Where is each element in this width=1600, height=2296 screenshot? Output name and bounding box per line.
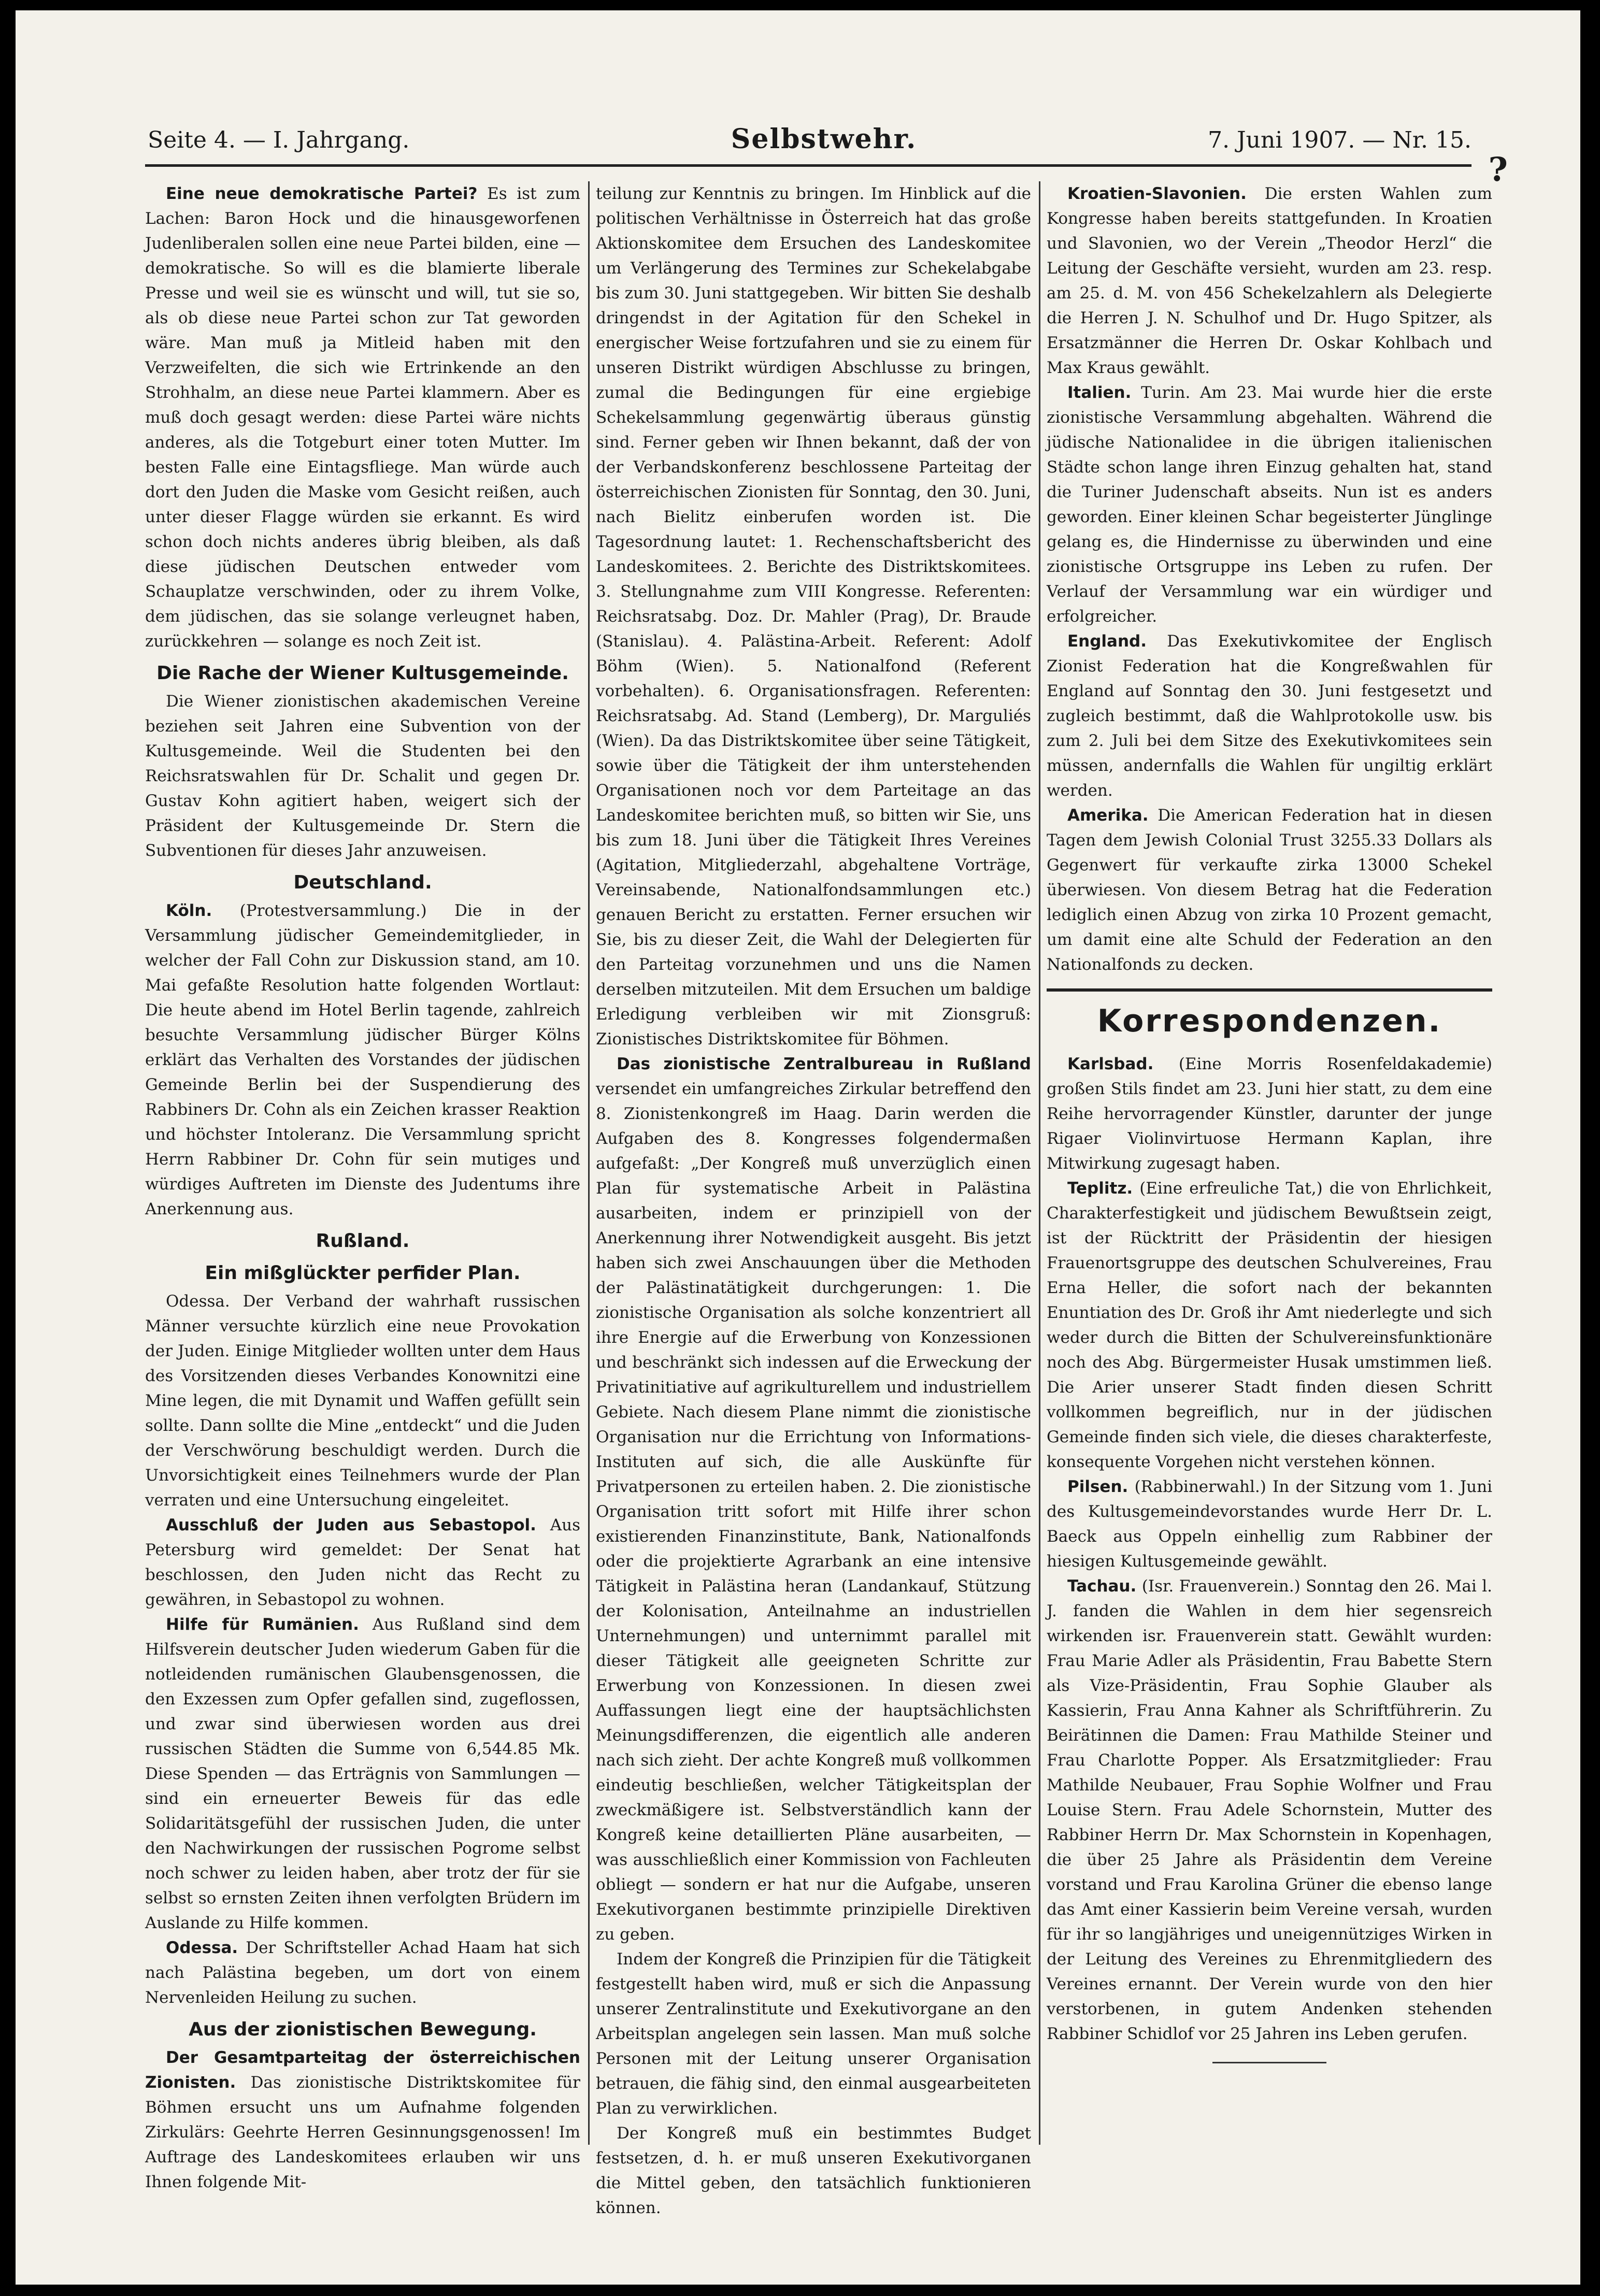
article-lead: Ausschluß der Juden aus Sebastopol. [166,1516,536,1534]
article-paragraph [145,1935,580,2010]
section-heading: Rußland. [316,1230,410,1252]
article-paragraph [145,1513,580,1612]
article-text: Das zionistische Distriktskomitee für Böhmen ersucht uns um Aufnahme folgenden Zirkulärs: Geehrte Herren Gesinnungsgenossen! Im Auftrage des Landeskomitees erlauben wir uns Ihnen folgende Mit- [145,2073,580,2191]
article-paragraph: Die Wiener zionistischen akademischen Vereine beziehen seit Jahren eine Subvention von der Kultusgemeinde. Weil die Studenten bei den Reichsratswahlen für Dr. Schalit und gegen Dr. Gustav Kohn agitiert haben, weigert sich der Präsident der Kultusgemeinde Dr. Stern die Subventionen für dieses Jahr anzuweisen. [145,692,580,860]
article-paragraph: Odessa. Der Verband der wahrhaft russischen Männer versuchte kürzlich eine neue Provokation der Juden. Einige Mitglieder wollten unter dem Haus des Vorsitzenden dieses Verbandes Konownitzi eine Mine legen, die mit Dynamit und Waffen gefüllt sein sollte. Dann sollte die Mine „entdeckt“ und die Juden der Verschwörung beschuldigt werden. Durch die Unvorsichtigkeit eines Teilnehmers wurde der Plan verraten und eine Untersuchung eingeleitet. [145,1292,580,1510]
article-lead: Köln. [166,901,212,920]
article-paragraph: teilung zur Kenntnis zu bringen. Im Hinblick auf die politischen Verhältnisse in Österreich hat das große Aktionskomitee dem Ersuchen des Landeskomitee um Verlängerung des Termines zur Schekelabgabe bis zum 30. Juni stattgegeben. Wir bitten Sie deshalb dringendst in der Agitation für den Schekel in energischer Weise fortzufahren und sie zu einem für unseren Distrikt würdigen Abschlusse zu bringen, zumal die Bedingungen für eine ergiebige Schekelsammlung gegenwärtig überaus günstig sind. Ferner geben wir Ihnen bekannt, daß der von der Verbandskonferenz beschlossene Parteitag der österreichischen Zionisten für Sonntag, den 30. Juni, nach Bielitz einberufen worden ist. Die Tagesordnung lautet: 1. Rechenschaftsbericht des Landeskomitees. 2. Berichte des Distriktskomitees. 3. Stellungnahme zum VIII Kongresse. Referenten: Reichsratsabg. Doz. Dr. Mahler (Prag), Dr. Braude (Stanislau). 4. Palästina-Arbeit. Referent: Adolf Böhm (Wien). 5. Nationalfond (Referent vorbehalten). 6. Organisationsfragen. Referenten: Reichsratsabg. Ad. Stand (Lemberg), Dr. Marguliés (Wien). Da das Distriktskomitee über seine Tätigkeit, sowie über die Tätigkeit der ihm unterstehenden Organisationen noch vor dem Parteitage an das Landeskomitee berichten muß, so bitten wir Sie, uns bis zum 18. Juni über die Tätigkeit Ihres Vereines (Agitation, Mitgliederzahl, abgehaltene Vorträge, Vereinsabende, Nationalfondsammlungen etc.) genauen Bericht zu erstatten. Ferner ersuchen wir Sie, bis zu dieser Zeit, die Wahl der Delegierten für den Parteitag vorzunehmen und uns die Namen derselben mitzuteilen. Mit dem Ersuchen um baldige Erledigung verbleiben wir mit Zionsgruß: Zionistisches Distriktskomitee für Böhmen. [596,184,1031,1049]
article-paragraph: Indem der Kongreß die Prinzipien für die Tätigkeit festgestellt haben wird, muß er sich die Anpassung unserer Zentralinstitute und Exekutivorgane an den Arbeitsplan angelegen sein lassen. Man muß solche Personen mit der Leitung unserer Organisation betrauen, die fähig sind, den einmal ausgearbeiteten Plan zu verwirklichen. [596,1950,1031,2118]
article-lead: Eine neue demokratische Partei? [166,184,478,203]
article-lead: Hilfe für Rumänien. [166,1615,359,1634]
column-3 [1047,181,1492,2150]
article-paragraph [145,898,580,1222]
article-paragraph [1047,380,1492,629]
issue-date-header: 7. Juni 1907. — Nr. 15. [1208,127,1472,153]
article-lead: Teplitz. [1067,1179,1133,1198]
section-heading: Die Rache der Wiener Kultusgemeinde. [156,663,569,684]
article-paragraph: Der Kongreß muß ein bestimmtes Budget festsetzen, d. h. er muß unseren Exekutivorganen die Mittel geben, den tatsächlich funktionieren können. [596,2124,1031,2217]
column-2 [596,181,1031,2217]
article-text: (Isr. Frauenverein.) Sonntag den 26. Mai l. J. fanden die Wahlen in dem hier segensreich wirkenden isr. Frauenverein statt. Gewählt wurden: Frau Marie Adler als Präsidentin, Frau Babette Stern als Vize-Präsidentin, Frau Sophie Glauber als Kassierin, Frau Anna Kahner als Schriftführerin. Zu Beirätinnen die Damen: Frau Mathilde Steiner und Frau Charlotte Popper. Als Ersatzmitglieder: Frau Mathilde Neubauer, Frau Sophie Wolfner und Frau Louise Stern. Frau Adele Schornstein, Mutter des Rabbiner Herrn Dr. Max Schornstein in Kopenhagen, die über 25 Jahre als Präsidentin dem Vereine vorstand und Frau Karolina Grüner die ebenso lange das Amt einer Kassierin beim Vereine versah, wurden für ihr so langjähriges und uneigennütziges Wirken in der Leitung des Vereines zu Ehrenmitgliedern des Vereines ernannt. Der Verein wurde von den hier verstorbenen, in gutem Andenken stehenden Rabbiner Schidlof vor 25 Jahren ins Leben gerufen. [1047,1577,1492,2043]
article-paragraph [145,1612,580,1935]
article-text: Turin. Am 23. Mai wurde hier die erste zionistische Versammlung abgehalten. Während die jüdische Nationalidee in die übrigen italienischen Städte schon lange ihren Einzug gehalten hat, stand die Turiner Judenschaft abseits. Nun ist es anders geworden. Einer kleinen Schar begeisterter Jünglinge gelang es, die Hindernisse zu überwinden und eine zionistische Ortsgruppe ins Leben zu rufen. Der Verlauf der Versammlung war ein würdiger und erfolgreicher. [1047,383,1493,626]
article-paragraph [1047,803,1492,977]
article-lead: Odessa. [166,1939,238,1957]
column-divider [1039,181,1040,2145]
section-heading: Deutschland. [293,872,432,893]
article-lead: Italien. [1067,383,1132,402]
masthead-title: Selbstwehr. [731,123,917,155]
article-paragraph [1047,1052,1492,1176]
article-text: Es ist zum Lachen: Baron Hock und die hinausgeworfenen Judenliberalen sollen eine neue Partei bilden, eine — demokratische. So will es die blamierte liberale Presse und weil sie es wünscht und will, tut sie so, als ob diese neue Partei schon zur Tat geworden wäre. Man muß ja Mitleid haben mit den Verzweifelten, die sich wie Ertrinkende an den Strohhalm, an diese neue Partei klammern. Aber es muß doch gesagt werden: diese Partei wäre nichts anderes, als die Totgeburt einer toten Mutter. Im besten Falle eine Eintagsfliege. Man würde auch dort den Juden die Maske vom Gesicht reißen, auch unter dieser Flagge würden sie erkannt. Es wird schon doch nichts anderes übrig bleiben, als daß diese jüdischen Deutschen entweder vom Schauplatze verschwinden, oder zu ihrem Volke, dem jüdischen, das sie solange verleugnet haben, zurückkehren — solange es noch Zeit ist. [145,184,580,651]
edge-mark: ? [1488,150,1508,189]
article-text: (Protestversammlung.) Die in der Versammlung jüdischer Gemeindemitglieder, in welcher der Fall Cohn zur Diskussion stand, am 10. Mai gefaßte Resolution hatte folgenden Wortlaut: Die heute abend im Hotel Berlin tagende, zahlreich besuchte Versammlung jüdischer Bürger Kölns erklärt das Verhalten des Vorstandes der jüdischen Gemeinde Berlin bei der Suspendierung des Rabbiners Dr. Cohn als ein Zeichen krasser Reaktion und höchster Intoleranz. Die Versammlung spricht Herrn Rabbiner Dr. Cohn für sein mutiges und würdiges Auftreten im Dienste des Judentums ihre Anerkennung aus. [145,901,581,1218]
section-heading: Aus der zionistischen Bewegung. [189,2019,537,2040]
article-text: Der Schriftsteller Achad Haam hat sich nach Palästina begeben, um dort von einem Nervenleiden Heilung zu suchen. [145,1939,580,2007]
page-number-header: Seite 4. — I. Jahrgang. [148,127,410,153]
article-text: versendet ein umfangreiches Zirkular betreffend den 8. Zionistenkongreß im Haag. Darin werden die Aufgaben des 8. Kongresses folgendermaßen aufgefaßt: „Der Kongreß muß unverzüglich einen Plan für systematische Arbeit in Palästina ausarbeiten, indem er prinzipiell von der Anerkennung ihrer Notwendigkeit ausgeht. Bis jetzt haben sich zwei Anschauungen über die Methoden der Palästinatätigkeit durchgerungen: 1. Die zionistische Organisation als solche konzentriert all ihre Energie auf die Erwerbung von Konzessionen und beschränkt sich indessen auf die Erweckung der Privatinitiative auf agrikulturellem und industriellem Gebiete. Nach diesem Plane nimmt die zionistische Organisation nur die Errichtung von Informations-Instituten auf sich, die alle Auskünfte für Privatpersonen zu erteilen haben. 2. Die zionistische Organisation tritt sofort mit Hilfe ihrer schon existierenden Finanzinstitute, Bank, Nationalfonds oder die projektierte Agrarbank an eine intensive Tätigkeit in Palästina heran (Landankauf, Stützung der Kolonisation, Anteilnahme an industriellen Unternehmungen) und unternimmt parallel mit dieser Tätigkeit alle geeigneten Schritte zur Erwerbung von Konzessionen. In diesen zwei Auffassungen liegt eine der hauptsächlichsten Meinungsdifferenzen, die eigentlich alle anderen nach sich zieht. Der achte Kongreß muß vollkommen eindeutig beschließen, welcher Tätigkeitsplan der zweckmäßigere ist. Selbstverständlich kann der Kongreß keine detaillierten Pläne ausarbeiten, — was ausschließlich einer Kommission von Fachleuten obliegt — sondern er hat nur die Aufgabe, unseren Exekutivorganen bestimmte prinzipielle Direktiven zu geben. [596,1080,1031,1944]
article-text: (Eine Morris Rosenfeldakademie) großen Stils findet am 23. Juni hier statt, zu dem eine Reihe hervorragender Künstler, darunter der junge Rigaer Violinvirtuose Hermann Kaplan, ihre Mitwirkung zugesagt haben. [1047,1055,1492,1173]
article-paragraph [1047,181,1492,380]
article-text: (Eine erfreuliche Tat,) die von Ehrlichkeit, Charakterfestigkeit und jüdischem Bewußtsein zeigt, ist der Rücktritt der Präsidentin der hiesigen Frauenortsgruppe des deutschen Schulvereines, Frau Erna Heller, die sofort nach der bekannten Enuntiation des Dr. Groß ihr Amt niederlegte und sich weder durch die Bitten der Schulvereinsfunktionäre noch des Abg. Bürgermeister Husak umstimmen ließ. Die Arier unserer Stadt finden diesen Schritt vollkommen begreiflich, nur in der jüdischen Gemeinde finden sich viele, die dieses charakterfeste, konsequente Vorgehen nicht verstehen können. [1047,1179,1492,1471]
article-paragraph [1047,1574,1492,2046]
end-rule [1212,2062,1326,2063]
newspaper-page [16,10,1580,2285]
article-text: Aus Petersburg wird gemeldet: Der Senat hat beschlossen, den Juden nicht das Recht zu gewähren, in Sebastopol zu wohnen. [145,1516,580,1609]
header-divider [145,164,1472,167]
article-text: Das Exekutivkomitee der Englisch Zionist Federation hat die Kongreßwahlen für England auf Sonntag den 30. Juni festgesetzt und zugleich bestimmt, daß die Wahlprotokolle usw. bis zum 2. Juli bei dem Sitze des Exekutivkomitees sein müssen, andernfalls die Wahlen für ungiltig erklärt werden. [1047,632,1492,800]
article-text: Aus Rußland sind dem Hilfsverein deutscher Juden wiederum Gaben für die notleidenden rumänischen Glaubensgenossen, die den Exzessen zum Opfer gefallen sind, zugeflossen, und zwar sind überwiesen worden aus drei russischen Städten die Summe von 6,544.85 Mk. Diese Spenden — das Erträgnis von Sammlungen — sind ein erneuerter Beweis für das edle Solidaritätsgefühl der russischen Juden, die unter den Nachwirkungen der russischen Pogrome selbst noch schwer zu leiden haben, aber trotz der für sie selbst so ernsten Zeiten ihnen verfolgten Brüdern im Auslande zu Hilfe kommen. [145,1615,580,1932]
section-title: Korrespondenzen. [1097,1003,1442,1039]
article-text: Die ersten Wahlen zum Kongresse haben bereits stattgefunden. In Kroatien und Slavonien, wo der Verein „Theodor Herzl“ die Leitung der Geschäfte versieht, wurden am 23. resp. am 25. d. M. von 456 Schekelzahlern als Delegierte die Herren J. N. Schulhof und Dr. Hugo Spitzer, als Ersatzmänner die Herren Dr. Oskar Kohlbach und Max Kraus gewählt. [1047,184,1492,377]
article-lead: Amerika. [1067,806,1149,825]
article-lead: Der Gesamtparteitag der österreichischen Zionisten. [145,2048,580,2092]
article-heading: Ein mißglückter perfider Plan. [205,1262,521,1284]
article-paragraph [596,1052,1031,1947]
article-text: Die American Federation hat in diesen Tagen dem Jewish Colonial Trust 3255.33 Dollars als Gegenwert für verkaufte zirka 13000 Schekel überwiesen. Von diesem Betrag hat die Federation lediglich einen Abzug von zirka 10 Prozent gemacht, um damit eine alte Schuld der Federation an den Nationalfonds zu decken. [1047,806,1492,974]
article-paragraph [145,2045,580,2194]
article-text: (Rabbinerwahl.) In der Sitzung vom 1. Juni des Kultusgemeindevorstandes wurde Herr Dr. L. Baeck aus Oppeln einhellig zum Rabbiner der hiesigen Kultusgemeinde gewählt. [1047,1477,1492,1571]
article-lead: Pilsen. [1067,1477,1128,1496]
article-paragraph [145,181,580,654]
article-paragraph [1047,629,1492,803]
article-lead: Das zionistische Zentralbureau in Rußland [617,1055,1031,1073]
article-paragraph [1047,1176,1492,1474]
column-divider [588,181,590,2145]
column-1 [145,181,581,2191]
article-lead: Tachau. [1067,1577,1137,1596]
section-divider [1047,988,1492,992]
article-lead: Karlsbad. [1067,1055,1154,1073]
article-lead: Kroatien-Slavonien. [1067,184,1247,203]
article-paragraph [1047,1474,1492,1574]
article-lead: England. [1067,632,1147,651]
